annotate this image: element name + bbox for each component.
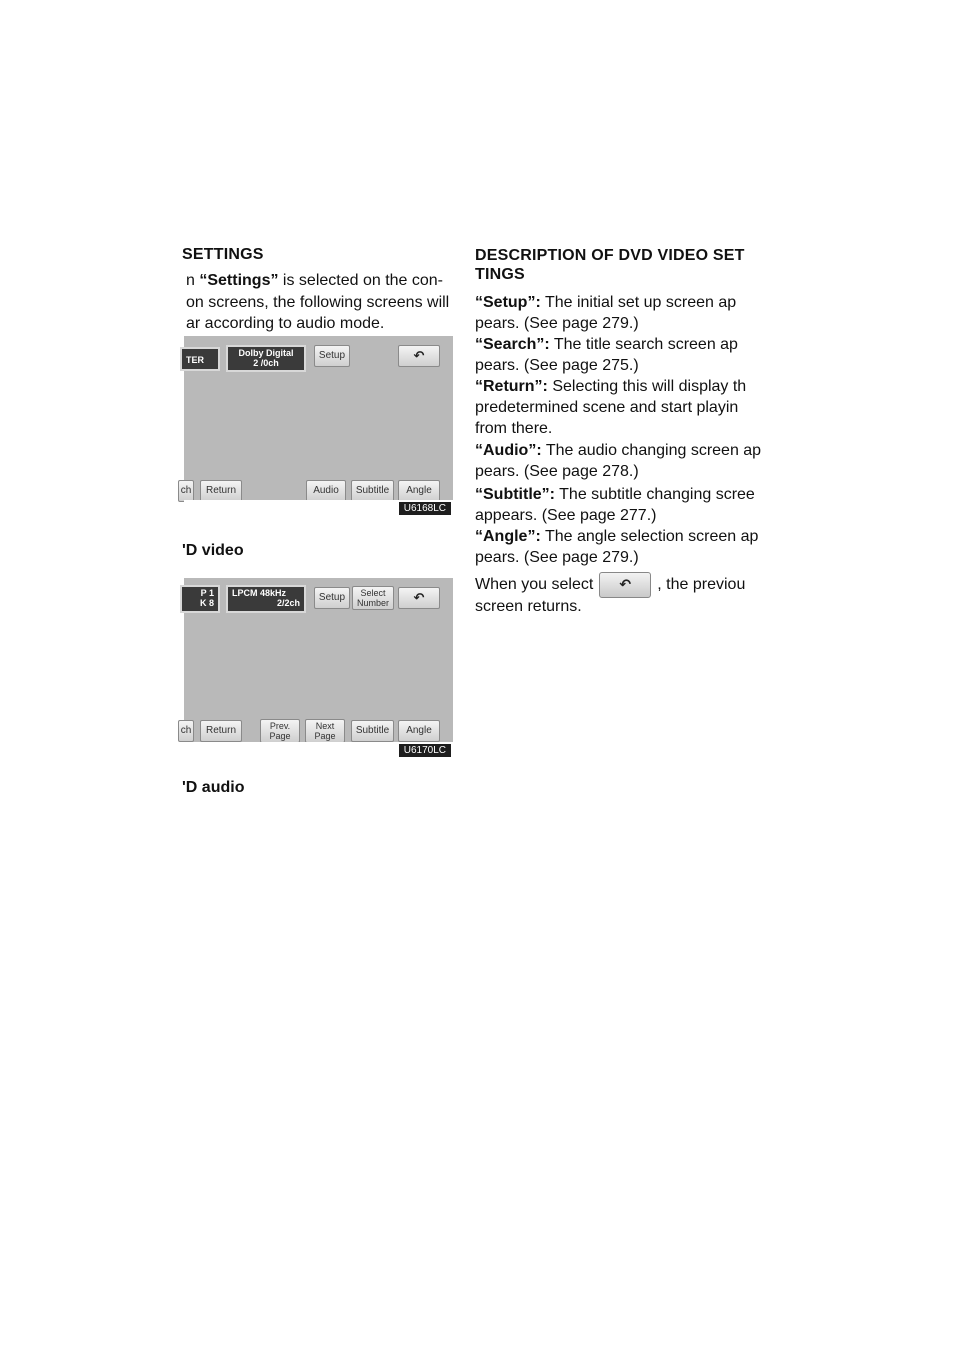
search-term: “Search”: <box>475 336 550 353</box>
back-arrow-icon: ↶ <box>413 348 425 363</box>
back-note-line-2: screen returns. <box>475 598 582 615</box>
angle-button[interactable]: Angle <box>398 720 440 742</box>
setup-description <box>475 293 736 333</box>
angle-term: “Angle”: <box>475 528 541 545</box>
audio-description <box>475 441 761 481</box>
track-number: K 8 <box>199 598 214 608</box>
audio-format: Dolby Digital <box>238 348 294 358</box>
chapter-info: TER <box>180 347 220 371</box>
back-button[interactable] <box>398 345 440 367</box>
intro-line-2: on screens, the following screens will <box>186 294 450 311</box>
angle-text-2: pears. (See page 279.) <box>475 549 639 566</box>
audio-text-1: The audio changing screen ap <box>541 442 762 459</box>
search-description <box>475 335 738 375</box>
back-note-text-2: , the previou <box>657 576 746 594</box>
intro-line-3: ar according to audio mode. <box>186 315 385 332</box>
back-note-text-1: When you select <box>475 576 594 594</box>
screen-dvd-audio <box>180 578 453 758</box>
caption-dvd-video: 'D video <box>182 542 244 559</box>
angle-description <box>475 527 758 567</box>
subtitle-button[interactable]: Subtitle <box>351 720 394 742</box>
return-text-3: from there. <box>475 420 553 437</box>
search-button[interactable]: ch <box>178 480 194 502</box>
audio-channels: 2/2ch <box>276 598 300 608</box>
back-arrow-icon: ↶ <box>413 590 425 605</box>
description-heading-line-1: DESCRIPTION OF DVD VIDEO SET <box>475 247 745 264</box>
section-heading: SETTINGS <box>182 246 264 263</box>
back-button-illustration <box>599 572 651 598</box>
audio-button[interactable]: Audio <box>306 480 346 502</box>
setup-button[interactable]: Setup <box>314 587 350 609</box>
audio-term: “Audio”: <box>475 442 542 459</box>
group-track-info <box>180 585 220 613</box>
left-column <box>0 0 460 1360</box>
search-button[interactable]: ch <box>178 720 194 742</box>
subtitle-text-2: appears. (See page 277.) <box>475 507 657 524</box>
back-button[interactable] <box>398 587 440 609</box>
subtitle-text-1: The subtitle changing scree <box>555 486 755 503</box>
audio-format: LPCM 48kHz <box>232 588 287 598</box>
return-button[interactable]: Return <box>200 720 242 742</box>
return-description <box>475 377 746 438</box>
setup-text-1: The initial set up screen ap <box>540 294 737 311</box>
figure-code: U6170LC <box>399 744 451 757</box>
select-number-button[interactable]: Select Number <box>352 586 394 610</box>
intro-settings-term: “Settings” <box>199 272 279 289</box>
setup-term: “Setup”: <box>475 294 541 311</box>
return-text-2: predetermined scene and start playin <box>475 399 739 416</box>
return-button[interactable]: Return <box>200 480 242 502</box>
intro-prefix: n <box>186 272 200 289</box>
next-page-button[interactable]: Next Page <box>305 719 345 743</box>
audio-channels: 2 /0ch <box>253 358 279 368</box>
angle-button[interactable]: Angle <box>398 480 440 502</box>
setup-button[interactable]: Setup <box>314 345 350 367</box>
intro-text: is selected on the con- <box>278 272 444 289</box>
search-text-2: pears. (See page 275.) <box>475 357 639 374</box>
screen-dvd-video <box>180 336 453 516</box>
return-term: “Return”: <box>475 378 548 395</box>
back-arrow-icon: ↶ <box>619 576 632 592</box>
caption-dvd-audio: 'D audio <box>182 779 245 796</box>
audio-format-info <box>226 585 306 613</box>
intro-line-1 <box>186 271 443 290</box>
setup-text-2: pears. (See page 279.) <box>475 315 639 332</box>
return-text-1: Selecting this will display th <box>547 378 747 395</box>
right-column <box>460 0 776 1360</box>
subtitle-description <box>475 485 755 525</box>
subtitle-button[interactable]: Subtitle <box>351 480 394 502</box>
back-note <box>475 572 745 598</box>
audio-text-2: pears. (See page 278.) <box>475 463 639 480</box>
figure-code: U6168LC <box>399 502 451 515</box>
subtitle-term: “Subtitle”: <box>475 486 555 503</box>
group-number: P 1 <box>200 588 214 598</box>
description-heading-line-2: TINGS <box>475 266 525 283</box>
audio-format-info <box>226 345 306 372</box>
angle-text-1: The angle selection screen ap <box>540 528 759 545</box>
prev-page-button[interactable]: Prev. Page <box>260 719 300 743</box>
search-text-1: The title search screen ap <box>549 336 738 353</box>
